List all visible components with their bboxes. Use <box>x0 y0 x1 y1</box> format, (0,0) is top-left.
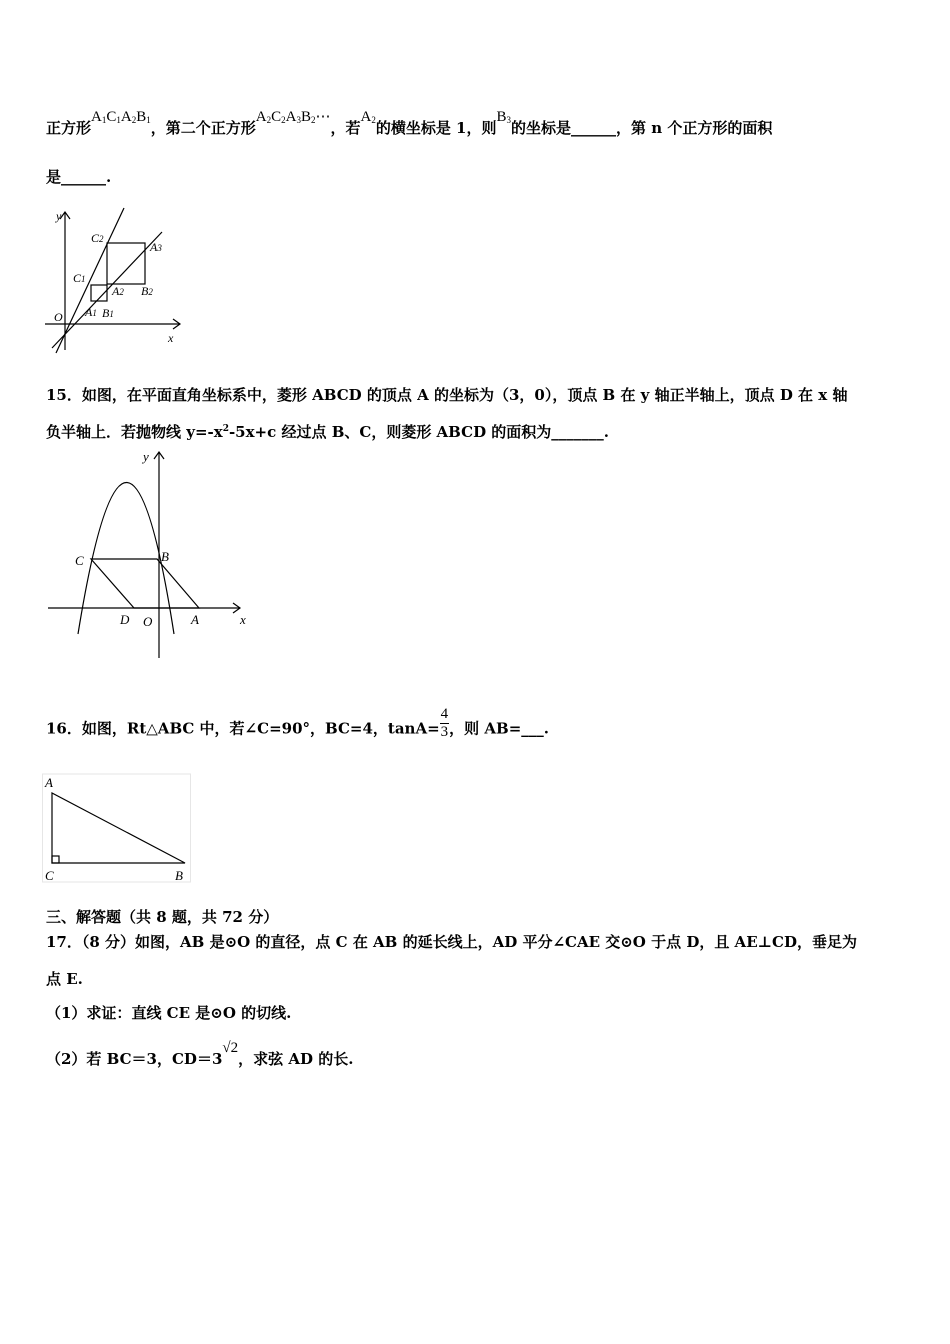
q15-line1: 15．如图，在平面直角坐标系中，菱形 ABCD 的顶点 A 的坐标为（3，0），顶点 B 在 y 轴正半轴上，顶点 D 在 x 轴 <box>46 386 848 404</box>
label-b: B <box>161 549 169 564</box>
section-3-title: 三、解答题（共 8 题，共 72 分） <box>46 908 279 926</box>
label-c1: C1 <box>73 271 86 285</box>
q17-part2: （2）若 BC＝3，CD＝3√2，求弦 AD 的长. <box>46 1040 354 1068</box>
q15-figure <box>44 446 254 661</box>
q15-line2: 负半轴上．若抛物线 $y=-x^2-5x+c$ 经过点 B、C，则菱形 ABCD 的面积为_______. <box>46 423 610 441</box>
label-x: x <box>168 331 174 345</box>
label-d: D <box>120 612 130 627</box>
square2-label: $A_2C_2A_3B_2\cdots$ <box>255 109 331 125</box>
q14-figure <box>40 200 190 360</box>
label-a3: A3 <box>150 240 162 254</box>
label-a1: A1 <box>85 305 97 319</box>
label-c2: C2 <box>91 231 104 245</box>
steep-line <box>56 208 124 353</box>
q17-line2: 点 E. <box>46 970 83 988</box>
right-triangle <box>52 793 185 863</box>
square-2 <box>107 243 145 284</box>
label-a: A <box>191 612 199 627</box>
figure-frame <box>43 774 191 882</box>
label-c: C <box>45 868 54 883</box>
q14-line2: 是______. <box>46 168 112 186</box>
label-y: y <box>143 449 149 464</box>
label-o: O <box>143 614 153 629</box>
label-c: C <box>75 553 84 568</box>
square1-label: $A_1C_1A_2B_1$ <box>91 109 151 125</box>
point-a2-label: $A_2$ <box>360 109 376 125</box>
tan-fraction: $\frac{4}{3}$ <box>440 706 449 740</box>
q17-part1: （1）求证：直线 CE 是⊙O 的切线. <box>46 1004 292 1022</box>
q16-line: 16．如图，Rt△ABC 中，若∠C=90°，BC=4，tanA= $\frac{4}{3}$，则 AB=___. <box>46 706 550 740</box>
label-a: A <box>45 775 53 790</box>
label-x: x <box>240 612 246 627</box>
label-a2: A2 <box>112 284 124 298</box>
rhombus-abcd <box>91 559 199 608</box>
right-angle-mark <box>52 856 59 863</box>
q17-line1: 17．（8 分）如图，AB 是⊙O 的直径，点 C 在 AB 的延长线上，AD 平分∠CAE 交⊙O 于点 D，且 AE⊥CD，垂足为 <box>46 933 857 951</box>
q16-figure <box>42 770 194 888</box>
label-b2: B2 <box>141 284 153 298</box>
sqrt-two: √2 <box>222 1040 239 1056</box>
label-b1: B1 <box>102 306 114 320</box>
label-b: B <box>175 868 183 883</box>
point-b3-label: $B_3$ <box>496 109 512 125</box>
label-o: O <box>54 310 63 324</box>
label-y: y <box>56 209 62 223</box>
q14-line1: 正方形$A_1C_1A_2B_1$，第二个正方形$A_2C_2A_3B_2\cdots$，若$A_2$的横坐标是 1，则$B_3$的坐标是______，第 n 个正方形的面积 <box>46 109 773 137</box>
